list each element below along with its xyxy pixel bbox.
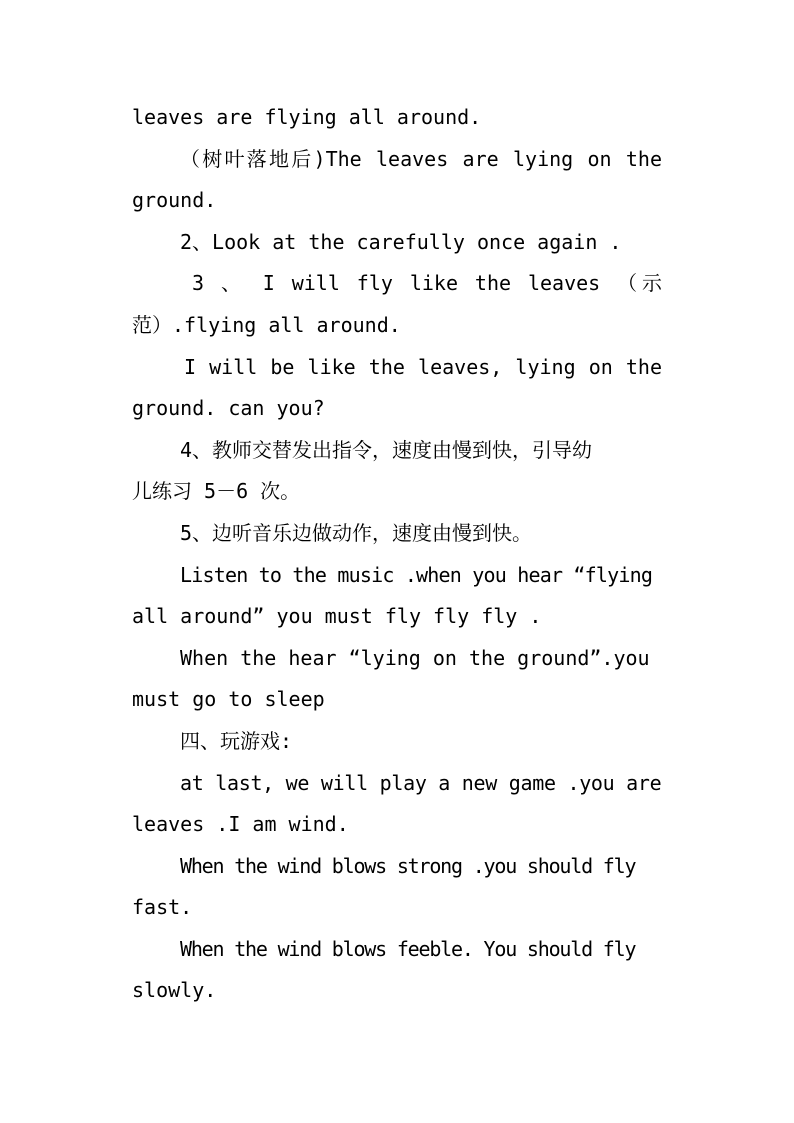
text-line: When the wind blows strong .you should fly: [180, 853, 636, 878]
text-line: must go to sleep: [132, 687, 325, 712]
text-line: I will be like the leaves, lying on the: [184, 354, 662, 379]
text-line: Listen to the music .when you hear “flying: [180, 562, 653, 587]
text-line: all around” you must fly fly fly .: [132, 604, 542, 629]
text-line: When the hear “lying on the ground”.you: [180, 645, 650, 670]
text-line: fast.: [132, 895, 193, 920]
text-line: （树叶落地后)The leaves are lying on the: [180, 146, 662, 171]
text-line: at last, we will play a new game .you are: [180, 770, 662, 795]
text-line: 儿练习 5－6 次。: [132, 479, 301, 504]
text-line: ground. can you?: [132, 396, 325, 421]
text-line: 3 、 I will fly like the leaves （示: [192, 271, 662, 296]
text-line: ground.: [132, 188, 217, 213]
text-line: slowly.: [132, 978, 217, 1003]
document-page: [132, 97, 662, 1012]
text-line: 5、边听音乐边做动作，速度由慢到快。: [180, 520, 533, 545]
text-line: 4、教师交替发出指令，速度由慢到快，引导幼: [180, 437, 593, 462]
text-line: leaves .I am wind.: [132, 812, 349, 837]
text-line: leaves are flying all around.: [132, 105, 482, 129]
text-line: 范）.flying all around.: [132, 312, 401, 337]
text-line: 2、Look at the carefully once again .: [180, 229, 622, 254]
text-line: When the wind blows feeble. You should fly: [180, 936, 636, 961]
text-line: 四、玩游戏:: [180, 728, 293, 753]
